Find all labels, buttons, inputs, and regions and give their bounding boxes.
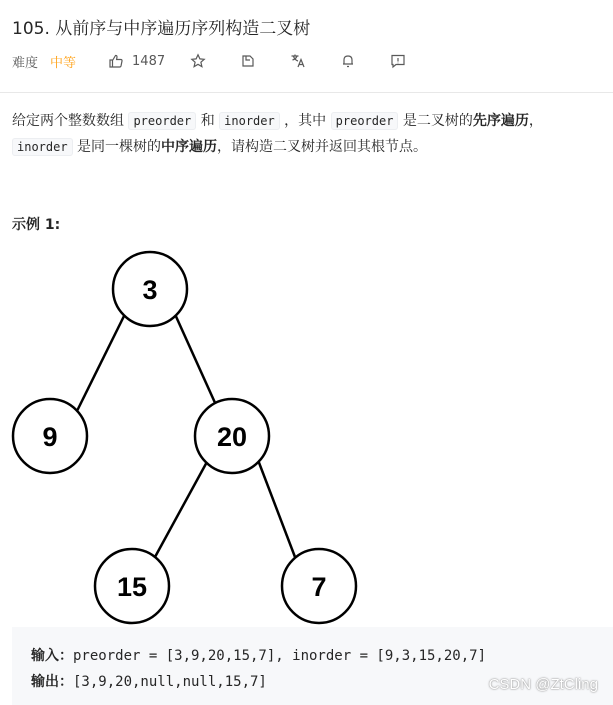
tree-node-label: 20 bbox=[216, 422, 248, 452]
tree-node-label: 9 bbox=[42, 422, 58, 452]
bold-preorder: 先序遍历 bbox=[472, 113, 529, 129]
difficulty-badge: 中等 bbox=[50, 55, 77, 71]
like-count: 1487 bbox=[132, 53, 166, 69]
desc-text: ，其中 bbox=[279, 113, 331, 129]
desc-text: ，请构造二叉树并返回其根节点。 bbox=[217, 139, 428, 155]
problem-description bbox=[12, 108, 607, 160]
bell-icon bbox=[340, 53, 356, 69]
output-label: 输出： bbox=[31, 674, 73, 690]
share-button[interactable] bbox=[239, 52, 257, 70]
desc-text: 和 bbox=[196, 113, 220, 129]
desc-text: 给定两个整数数组 bbox=[12, 113, 129, 129]
desc-text: 是同一棵树的 bbox=[72, 139, 162, 155]
tree-edge bbox=[174, 312, 216, 405]
desc-text: ， bbox=[528, 113, 543, 129]
code-inorder-2: inorder bbox=[12, 138, 73, 156]
binary-tree-diagram bbox=[0, 245, 613, 625]
favorite-button[interactable] bbox=[189, 52, 207, 70]
translate-button[interactable] bbox=[289, 52, 307, 70]
code-preorder-2: preorder bbox=[331, 112, 399, 130]
output-value: [3,9,20,null,null,15,7] bbox=[73, 674, 267, 690]
translate-icon bbox=[290, 53, 306, 69]
bold-inorder: 中序遍历 bbox=[161, 139, 218, 155]
problem-meta-bar bbox=[12, 50, 439, 72]
desc-text: 是二叉树的 bbox=[398, 113, 473, 129]
input-label: 输入： bbox=[31, 648, 73, 664]
tree-node-label: 3 bbox=[142, 275, 158, 305]
notify-button[interactable] bbox=[339, 52, 357, 70]
like-button[interactable] bbox=[108, 53, 165, 69]
tree-edge bbox=[155, 460, 208, 557]
share-icon bbox=[240, 53, 256, 69]
difficulty-label: 难度 bbox=[12, 55, 39, 71]
example-code-block bbox=[12, 627, 613, 705]
tree-node-label: 7 bbox=[311, 572, 327, 602]
thumbs-up-icon bbox=[108, 53, 124, 69]
tree-edge bbox=[258, 460, 295, 557]
feedback-button[interactable] bbox=[389, 52, 407, 70]
example-title: 示例 1: bbox=[12, 217, 61, 233]
tree-node-label: 15 bbox=[116, 572, 148, 602]
star-icon bbox=[190, 53, 206, 69]
input-value: preorder = [3,9,20,15,7], inorder = [9,3,15,20,7] bbox=[73, 648, 487, 664]
watermark: CSDN @ZtCling bbox=[488, 676, 598, 693]
tree-edge bbox=[76, 312, 126, 413]
problem-title: 105. 从前序与中序遍历序列构造二叉树 bbox=[12, 19, 311, 39]
code-preorder: preorder bbox=[128, 112, 196, 130]
code-inorder: inorder bbox=[219, 112, 280, 130]
divider bbox=[0, 92, 613, 93]
feedback-icon bbox=[390, 53, 406, 69]
